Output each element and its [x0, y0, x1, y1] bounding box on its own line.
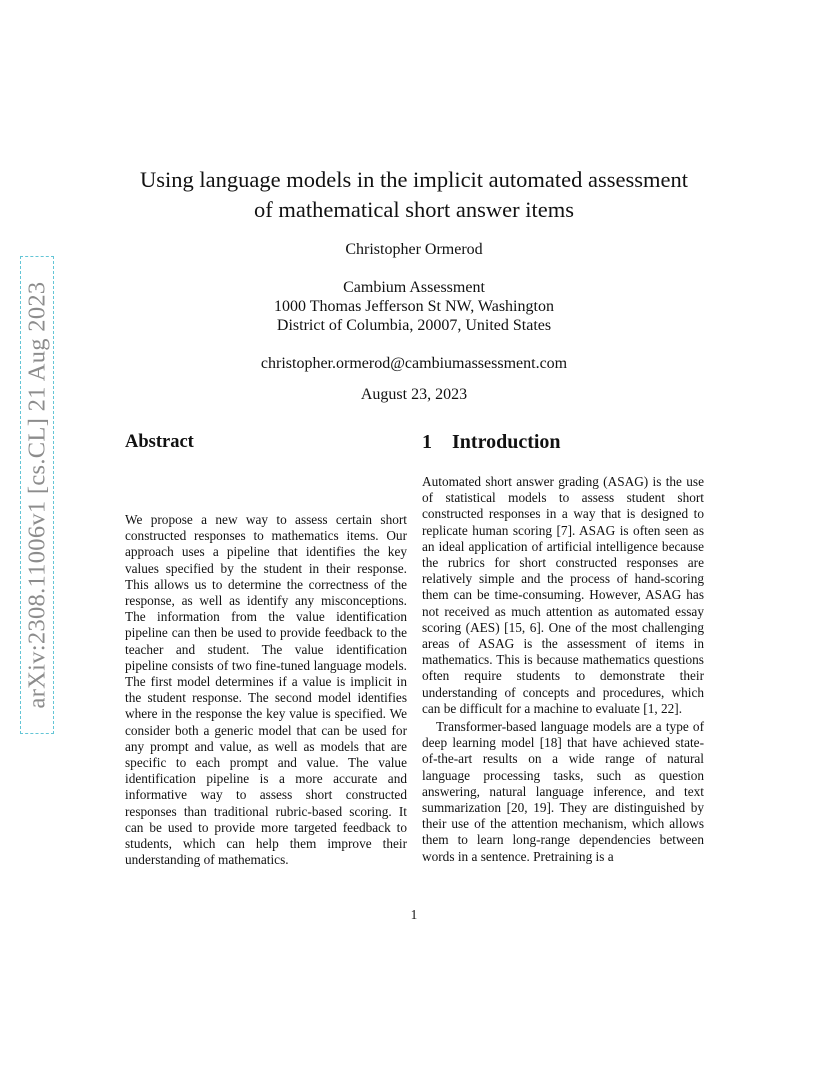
intro-paragraph-1: Automated short answer grading (ASAG) is the use of statistical models to assess student short constructed responses in a way that is designed to replicate human scoring [7]. ASAG is often seen as an ideal application of artificial intelligence because the rubrics for short constructed responses are relatively simple and the process of hand-scoring them can be time-consuming. However, ASAG has not received as much attention as automated essay scoring (AES) [15, 6]. One of the most challenging areas of ASAG is the assessment of items in mathematics. This is because mathematics questions often require students to demonstrate their understanding of concepts and procedures, which can be difficult for a machine to evaluate [1, 22].: [422, 474, 704, 716]
title-line-2: of mathematical short answer items: [254, 197, 574, 222]
author-email: christopher.ormerod@cambiumassessment.com: [260, 355, 568, 372]
affiliation-line-3: District of Columbia, 20007, United States: [276, 317, 552, 334]
section-number: 1: [422, 431, 432, 453]
intro-paragraph-2: Transformer-based language models are a type of deep learning model [18] that have achieved state-of-the-art results on a wide range of natural language processing tasks, such as question answering, natural language inference, and text summarization [20, 19]. They are distinguished by their use of the attention mechanism, which allows them to learn long-range dependencies between words in a sentence. Pretraining is a: [422, 719, 704, 864]
abstract-body: [125, 512, 407, 868]
arxiv-sidebar-stamp: [20, 256, 54, 734]
affiliation-line-1: Cambium Assessment: [343, 279, 485, 296]
introduction-body: [422, 474, 704, 865]
title-line-1: Using language models in the implicit automated assessment: [139, 167, 689, 192]
paper-title: [80, 165, 748, 225]
page-number: 1: [410, 907, 418, 922]
affiliation-line-2: 1000 Thomas Jefferson St NW, Washington: [274, 298, 554, 315]
arxiv-identifier: arXiv:2308.11006v1 [cs.CL] 21 Aug 2023: [23, 281, 50, 709]
paper-date: August 23, 2023: [360, 386, 468, 403]
section-title: Introduction: [452, 431, 561, 453]
author-name: Christopher Ormerod: [345, 241, 483, 258]
introduction-heading: [422, 431, 561, 454]
abstract-heading: Abstract: [125, 432, 194, 452]
abstract-paragraph: We propose a new way to assess certain short constructed responses to mathematics items. Our approach uses a pipeline that identifies the key values specified by the student in their response. This allows us to determine the correctness of the response, as well as identify any misconceptions. The information from the value identification pipeline can then be used to provide feedback to the teacher and student. The value identification pipeline consists of two fine-tuned language models. The first model determines if a value is implicit in the student response. The second model identifies where in the response the key value is specified. We consider both a generic model that can be used for any prompt and value, as well as models that are specific to each prompt and value. The value identification pipeline is a more accurate and informative way to assess short constructed responses than traditional rubric-based scoring. It can be used to provide more targeted feedback to students, which can help them improve their understanding of mathematics.: [125, 512, 407, 868]
